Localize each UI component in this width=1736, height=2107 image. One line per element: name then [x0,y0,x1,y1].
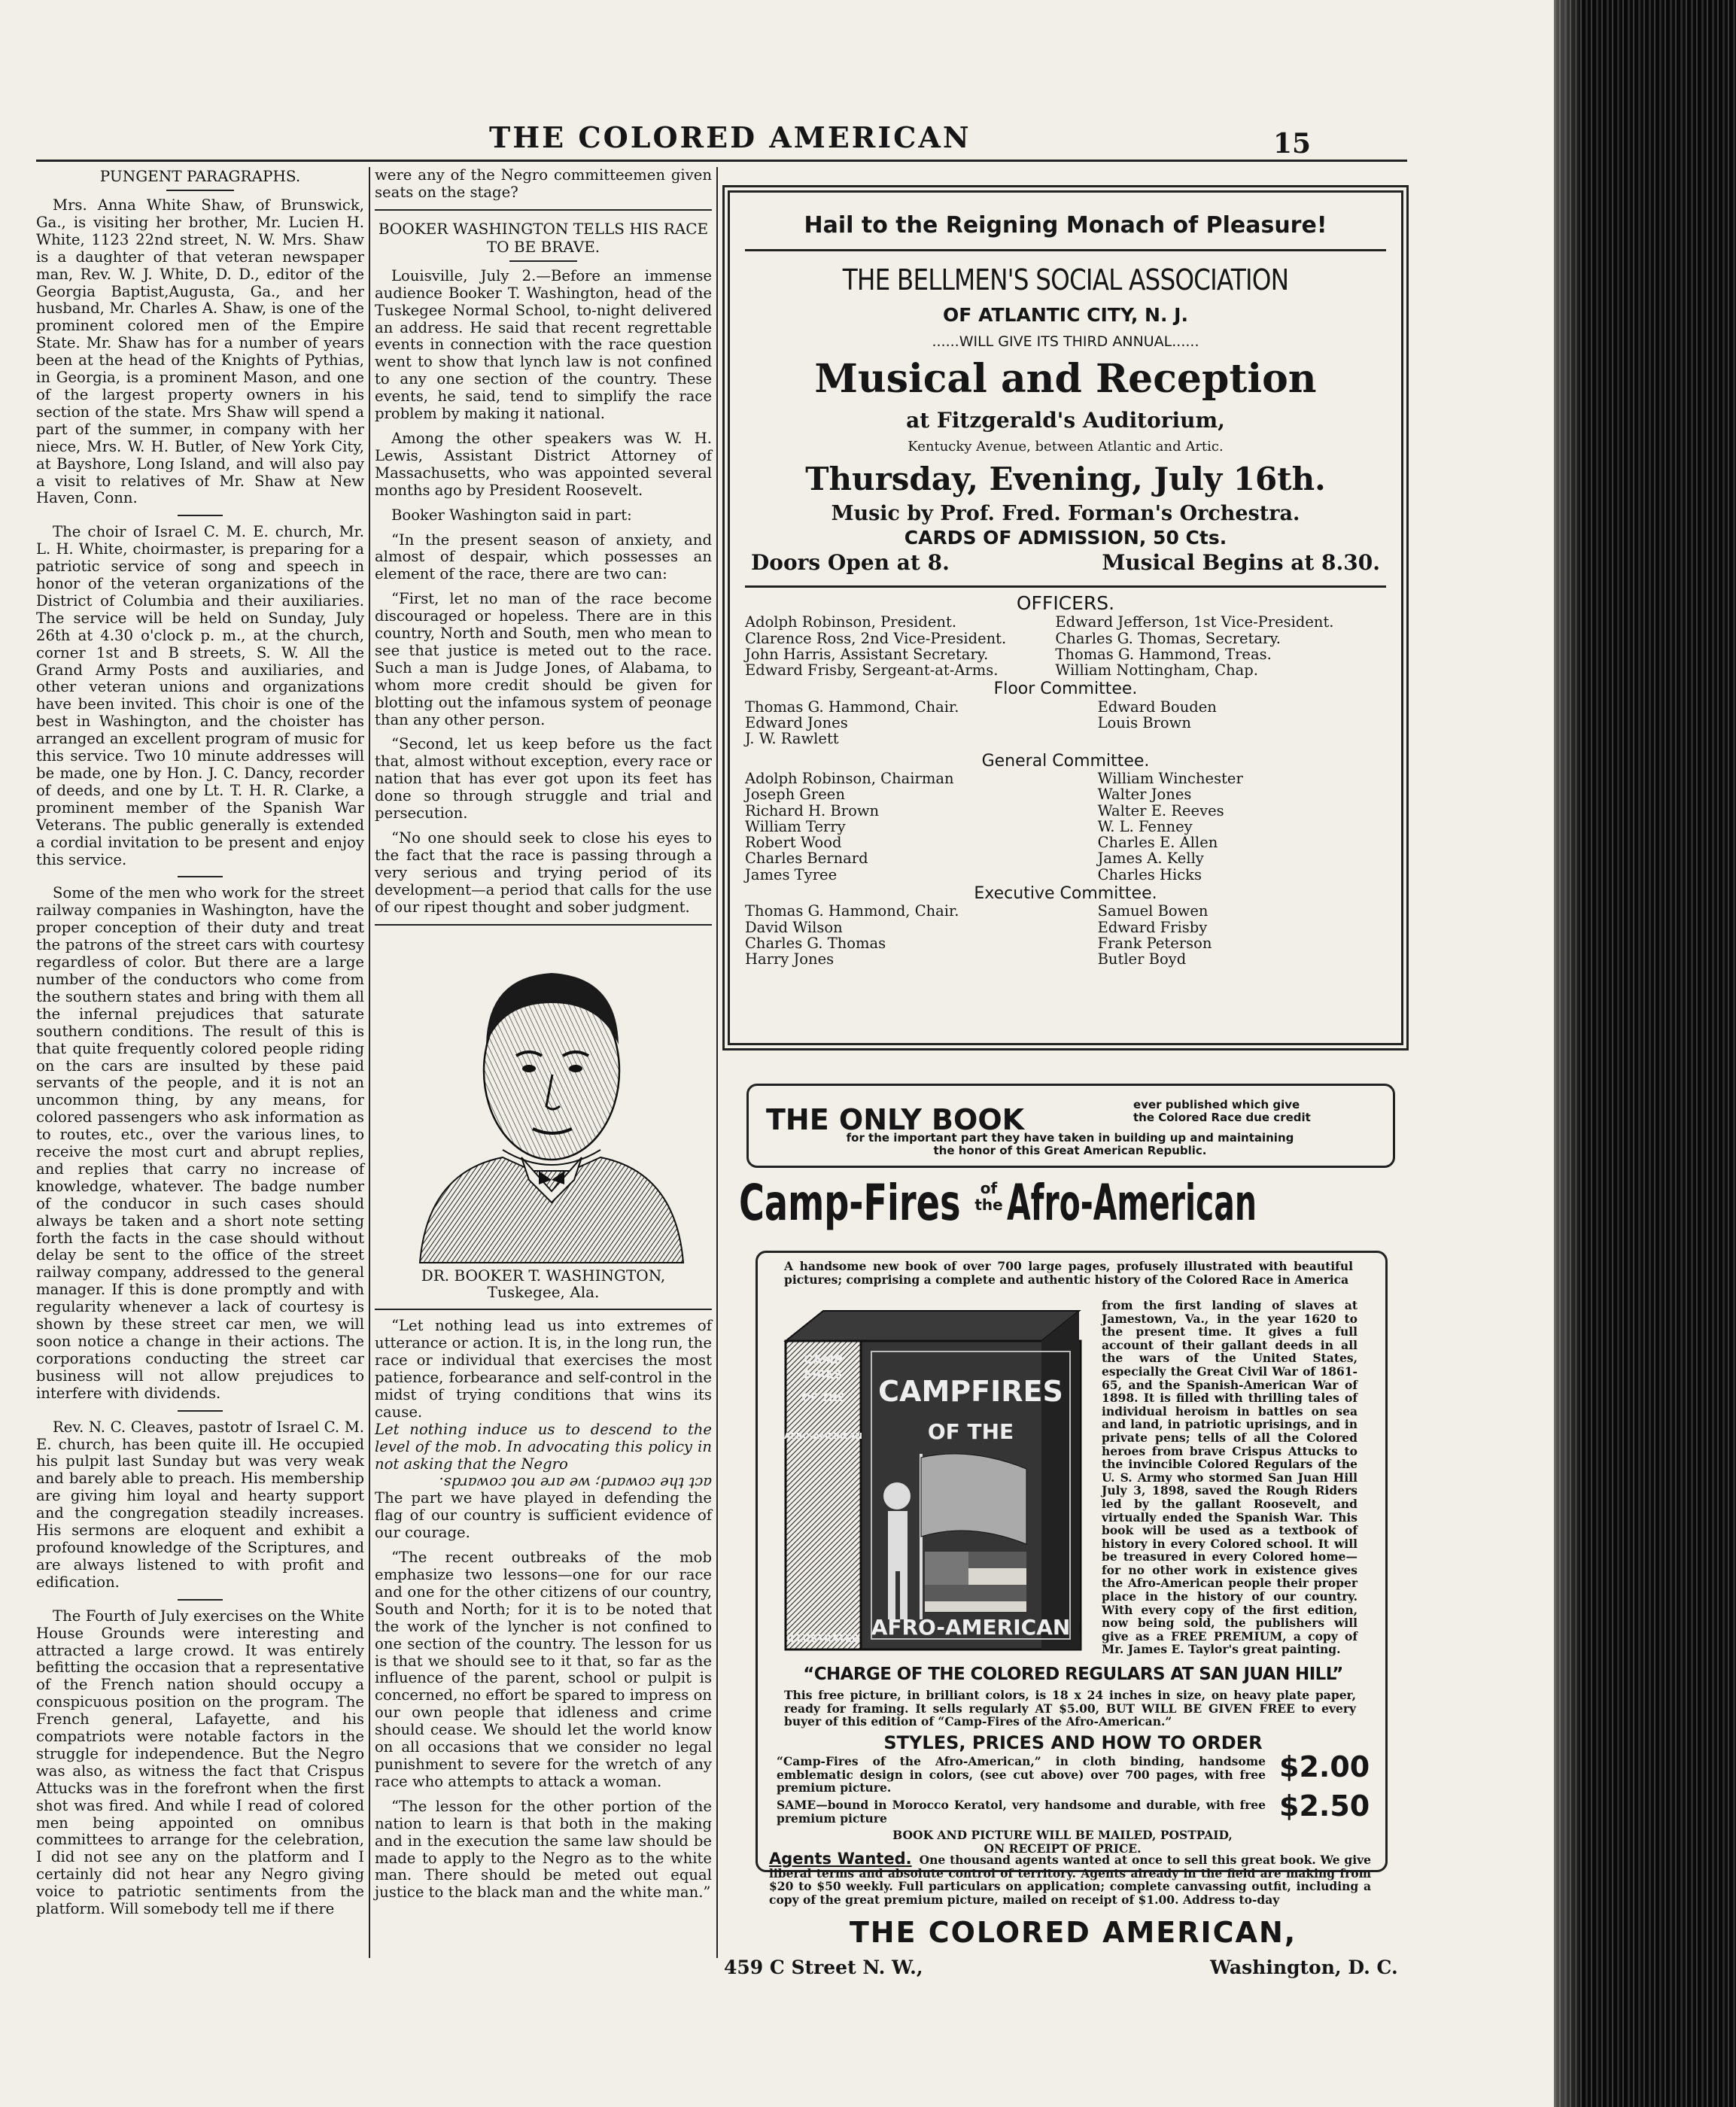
imprint-name: THE COLORED AMERICAN, [849,1916,1297,1949]
ad-venue: at Fitzgerald's Auditorium, [906,408,1225,433]
paragraph-no-one: “No one should seek to close his eyes to the fact that the race is passing through a very serious and trying period of its development—a period that calls for the use of our ripest thought and sober judgment. [375,829,712,916]
column-rule-2 [716,167,718,1958]
spine-of-the: OF THE [801,1392,845,1404]
ad-rule [745,585,1386,588]
paragraph-let-nothing: “Let nothing lead us into extremes of utterance or action. It is, in the long run, the race or individual that exercises the most patience, forbearance and self-control in the midst of trying conditions that wins its cause. [375,1317,712,1421]
free-picture-text: This free picture, in brilliant colors, is 18 x 24 inches in size, on heavy plate paper, ready for framing. It sells regularly AT $5.00, BUT WILL BE GIVEN FREE to every buyer of this edition of “Camp-Fires of the Afro-American.” [784,1688,1356,1729]
table-row: Clarence Ross, 2nd Vice-President. Charles G. Thomas, Secretary. [745,629,1281,647]
book-description-right: from the first landing of slaves at Jamestown, Va., in the year 1620 to the present time. It gives a full account of their gallant deeds in all the wars of the United States, especially the Great Civil War of 1861-65, and the Spanish-American War of 1898. It is filled with thrilling tales of individual heroism in battles on sea and land, in patriotic uprisings, and in private pens; tells of all the Colored heroes from brave Crispus Attucks to the invincible Colored Regulars of the U. S. Army who stormed San Juan Hill July 3, 1898, saved the Rough Riders led by the gallant Roosevelt, and virtually ended the Spanish War. This book will be used as a textbook of history in every Colored school. It will be treasured in every Colored home—for no other work in existence gives the Afro-American people their proper place in the history of our country. With every copy of the first edition, now being sold, the publishers will give as a FREE PREMIUM, a copy of Mr. James E. Taylor's great painting. [1102,1298,1357,1657]
cover-campfires: CAMPFIRES [878,1375,1063,1408]
paragraph-choir: The choir of Israel C. M. E. church, Mr. L. H. White, choirmaster, is preparing for a patriotic service of song and speech in honor of the veteran organizations of the District of Columbia and their auxiliaries. The service will be held on Sunday, July 26th at 4.30 o'clock p. m., at the church, corner 1st and B streets, S. W. All the Grand Army Posts and auxiliaries, and other veteran unions and organizations have been invited. This choir is one of the best in Washington, and the choister has arranged an excellent program of music for this service. Two 10 minute addresses will be made, one by Hon. J. C. Dancy, recorder of deeds, and one by Lt. T. H. R. Clarke, a prominent member of the Spanish War Veterans. The public generally is extended a cordial invitation to be present and enjoy this service. [36,523,364,868]
ad-date: Thursday, Evening, July 16th. [805,461,1326,497]
table-row: Joseph Green Walter Jones [745,786,1192,804]
paragraph-first: “First, let no man of the race become discouraged or hopeless. There are in this country, North and South, men who mean to see that justice is meted out to the race. Such a man is Judge Jones, of Alabama, to whom more credit should be given for blotting out the infamous system of peonage than any other person. [375,590,712,728]
imprint-street: 459 C Street N. W., [724,1956,923,1978]
bellmen-advertisement [722,185,1409,1050]
portrait-caption-name: DR. BOOKER T. WASHINGTON, [421,1266,666,1285]
paragraph-divider [178,515,223,516]
portrait-caption-place: Tuskegee, Ala. [487,1283,600,1302]
only-book-subtext: for the important part they have taken in building up and maintaining the honor of this Great American Republic. [846,1131,1294,1157]
camp-fires-advertisement [739,1084,1407,1907]
style-morocco: SAME—bound in Morocco Keratol, very handsome and durable, with free premium picture [777,1798,1266,1826]
paragraph-other-portion: “The lesson for the other portion of the nation to learn is that both in the making and in the execution the same law should be made to apply to the Negro as to the white man. There should be meted out equal justice to the black man and the white man.” [375,1797,712,1902]
table-row: Harry Jones Butler Boyd [745,950,1187,968]
style-cloth: “Camp-Fires of the Afro-American,” in cloth binding, handsome emblematic design in colors, (see cut above) over 700 pages, with free premium picture. [777,1754,1266,1795]
agents-wanted-block [769,1850,1371,1907]
spine-camp: CAMP [804,1352,843,1367]
column-rule-1 [369,167,370,1958]
charge-title: “CHARGE OF THE COLORED REGULARS AT SAN JUAN HILL” [803,1665,1343,1684]
paragraph-inverted-line: act the coward; we are not cowards. [439,1473,712,1491]
spine-fires: FIRES [804,1367,843,1382]
paragraph-fourth-of-july: The Fourth of July exercises on the White House Grounds were interesting and attracted a large crowd. It was entirely befitting the occasion that a representative of the French nation should occupy a conspicuous position on the program. The French general, Lafayette, and his compatriots were notable factors in the struggle for independence. But the Negro was also, as witness the fact that Crispus Attucks was in the forefront when the first shot was fired. And while I read of colored men being appointed on omnibus committees to arrange for the celebration, I did not see any on the platform and I certainly did not hear any Negro giving voice to patriotic sentiments from the platform. Will somebody tell me if there [36,1607,364,1918]
booker-washington-heading: BOOKER WASHINGTON TELLS HIS RACE TO BE BRAVE. [378,219,709,256]
table-row: Thomas G. Hammond, Chair. Samuel Bowen [745,902,1209,920]
article-rule [375,209,712,211]
table-row: Richard H. Brown Walter E. Reeves [745,801,1224,819]
ad-times [745,550,1386,575]
cover-of-the: OF THE [927,1419,1014,1444]
floor-committee-table [745,699,1386,747]
ad-doors: Doors Open at 8. [751,550,950,575]
paragraph-divider [178,1599,223,1601]
book-cover-engraving [778,1303,1088,1657]
table-row: John Harris, Assistant Secretary. Thomas G. Hammond, Treas. [745,645,1272,663]
styles-heading: STYLES, PRICES AND HOW TO ORDER [883,1732,1263,1753]
ad-begins: Musical Begins at 8.30. [1102,550,1380,575]
ad-organization: THE BELLMEN'S SOCIAL ASSOCIATION [842,263,1289,296]
table-row: J. W. Rawlett [745,730,839,748]
portrait-booker-washington [375,932,712,1263]
paragraph-divider [178,1410,223,1412]
table-row: Robert Wood Charles E. Allen [745,834,1218,852]
ad-third-annual: ......WILL GIVE ITS THIRD ANNUAL...... [932,333,1199,350]
masthead-rule [36,160,1407,162]
paragraph-cleaves: Rev. N. C. Cleaves, pastotr of Israel C. M. E. church, has been quite ill. He occupied his pulpit last Sunday but was very weak and barely able to preach. His membership are giving him loyal and hearty support and the congregation steadily increases. His sermons are eloquent and exhibit a profound knowledge of the Scriptures, and are always listened to with profit and edification. [36,1418,364,1591]
ad-address: Kentucky Avenue, between Atlantic and Artic. [908,439,1224,455]
executive-committee-heading: Executive Committee. [974,884,1157,904]
table-row: Thomas G. Hammond, Chair. Edward Bouden [745,698,1217,716]
paragraph-second: “Second, let us keep before us the fact that, almost without exception, every race or nation that has ever got upon its feet has done so through struggle and trial and persecution. [375,735,712,822]
masthead-title: THE COLORED AMERICAN [489,120,971,154]
paragraph-divider [178,876,223,877]
ad-hail-line: Hail to the Reigning Monach of Pleasure! [804,212,1327,239]
table-row: Charles G. Thomas Frank Peterson [745,934,1212,952]
paragraph-street-railway: Some of the men who work for the street railway companies in Washington, have the proper conception of their duty and treat the patrons of the street cars with courtesy regardless of color. But there are a large number of the conductors who come from the southern states and bring with them all the infernal prejudices that saturate southern conditions. The result of this is that quite frequently colored people riding on the cars are insulted by these paid servants of the people, and it is not an uncommon thing, by any means, for colored passengers who ask information as to routes, etc., over the various lines, to receive the most curt and abrupt replies, and replies that carry no increase of knowledge, whatever. The badge number of the conducor in such cases should always be taken and a short note setting forth the facts in the case should without delay be sent to the office of the street railway company, addressed to the general manager. If this is done promptly and with regularity whenever a lack of courtesy is shown by these street car men, we will soon notice a change in their actions. The corporations conducting the street car business will not allow prejudices to interfere with dividends. [36,884,364,1402]
spine-illustrated: ILLUSTRATED [786,1634,860,1645]
general-committee-heading: General Committee. [981,751,1150,771]
ad-event-title: Musical and Reception [814,356,1317,402]
paragraph-louisville: Louisville, July 2.—Before an immense audience Booker T. Washington, head of the Tuskegee Normal School, to-night delivered an address. He said that recent regrettable events in connection with the race question went to show that lynch law is not confined to any one section of the country. These events, he said, tend to simplify the race problem by making it national. [375,266,712,423]
table-row: Edward Jones Louis Brown [745,714,1191,732]
paragraph-continued: were any of the Negro committeemen given seats on the stage? [375,166,712,201]
heading-rule [166,190,234,191]
cover-afro-american: AFRO-AMERICAN [871,1615,1071,1640]
paragraph-let-nothing-italic: Let nothing induce us to descend to the level of the mob. In advocating this policy in not asking that the Negro [375,1420,712,1473]
title-camp-fires: Camp-Fires [739,1174,961,1232]
agents-wanted-label: Agents Wanted. [769,1850,912,1868]
page-number: 15 [1273,128,1312,160]
paragraph-flag: The part we have played in defending the flag of our country is sufficient evidence of our courage. [375,1489,712,1542]
title-afro-american-row [1007,1174,1410,1232]
book-binding-edge [1554,0,1736,2107]
paragraph-anxiety: “In the present season of anxiety, and almost of despair, which possesses an element of the race, there are two can: [375,531,712,583]
only-book-title: THE ONLY BOOK [766,1103,1025,1136]
officers-table [745,614,1386,678]
table-row: David Wilson Edward Frisby [745,918,1208,936]
ad-city: OF ATLANTIC CITY, N. J. [943,304,1188,326]
price-morocco: $2.50 [1279,1789,1370,1823]
table-row: Adolph Robinson, Chairman William Winchester [745,769,1243,787]
mailed-notice: BOOK AND PICTURE WILL BE MAILED, POSTPAID, ON RECEIPT OF PRICE. [892,1828,1233,1856]
column-pungent-paragraphs [36,167,364,1958]
price-cloth: $2.00 [1279,1750,1370,1783]
portrait-top-rule [375,924,712,926]
table-row: Adolph Robinson, President. Edward Jefferson, 1st Vice-President. [745,613,1334,631]
heading-rule [509,260,577,262]
imprint-city: Washington, D. C. [1210,1956,1398,1978]
agents-wanted-text: One thousand agents wanted at once to sell this great book. We give liberal terms and absolute control of territory. Agents already in the field are making from $20 to $50 weekly. Full particulars on application; complete canvassing outfit, including a copy of the great premium picture, mailed on receipt of $1.00. Address to-day [769,1853,1371,1907]
portrait-engraving [375,932,712,1263]
book-description-top: A handsome new book of over 700 large pages, profusely illustrated with beautiful pictures; comprising a complete and authentic history of the Colored Race in America [784,1259,1353,1287]
column-booker-washington [375,167,712,1958]
spine-afro-american: AFRO-AMERICAN [784,1431,862,1441]
paragraph-lewis: Among the other speakers was W. H. Lewis, Assistant District Attorney of Massachusetts, who was appointed several months ago by President Roosevelt. [375,429,712,499]
only-book-tagline: ever published which give the Colored Race due credit [1133,1098,1311,1124]
table-row: Edward Frisby, Sergeant-at-Arms. William Nottingham, Chap. [745,661,1258,680]
executive-committee-table [745,903,1386,967]
paragraph-outbreaks: “The recent outbreaks of the mob emphasize two lessons—one for our race and one for the other citizens of our country, South and North; for it is to be noted that the work of the lyncher is not confined to one section of the country. The lesson for us is that we should see to it that, so far as the influence of the parent, school or pulpit is concerned, no effort be spared to impress on our own people that idleness and crime should cease. We should let the world know on all occasions that we consider no legal punishment to severe for the wretch of any race who attempts to attack a woman. [375,1549,712,1790]
floor-committee-heading: Floor Committee. [993,680,1138,699]
paragraph-said-in-part: Booker Washington said in part: [391,506,632,524]
ad-music: Music by Prof. Fred. Forman's Orchestra. [831,502,1300,525]
paragraph-shaw: Mrs. Anna White Shaw, of Brunswick, Ga., is visiting her brother, Mr. Lucien H. White, 1123 22nd street, N. W. Mrs. Shaw is a daughter of that veteran newspaper man, Rev. W. J. White, D. D., editor of the Georgia Baptist,Augusta, Ga., and her husband, Mr. Charles A. Shaw, is one of the prominent colored men of the Empire State. Mr. Shaw has for a number of years been at the head of the Knights of Pythias, in Georgia, is a prominent Mason, and one of the largest property owners in his section of the state. Mrs Shaw will spend a part of the summer, in company with her niece, Mrs. W. H. Butler, of New York City, at Bayshore, Long Island, and will also pay a visit to relatives of Mr. Shaw at New Haven, Conn. [36,196,364,507]
book-illustration [778,1303,1088,1657]
table-row: Charles Bernard James A. Kelly [745,850,1204,868]
ad-rule [745,249,1386,251]
title-of-the: of the [974,1179,1003,1214]
officers-heading: OFFICERS. [1016,592,1115,614]
title-afro-american: Afro-American [1007,1174,1257,1232]
portrait-bottom-rule [375,1309,712,1310]
table-row: William Terry W. L. Fenney [745,817,1193,835]
pungent-paragraphs-heading: PUNGENT PARAGRAPHS. [99,167,301,185]
table-row: James Tyree Charles Hicks [745,865,1202,883]
ad-cards: CARDS OF ADMISSION, 50 Cts. [904,527,1227,549]
general-committee-table [745,771,1386,883]
